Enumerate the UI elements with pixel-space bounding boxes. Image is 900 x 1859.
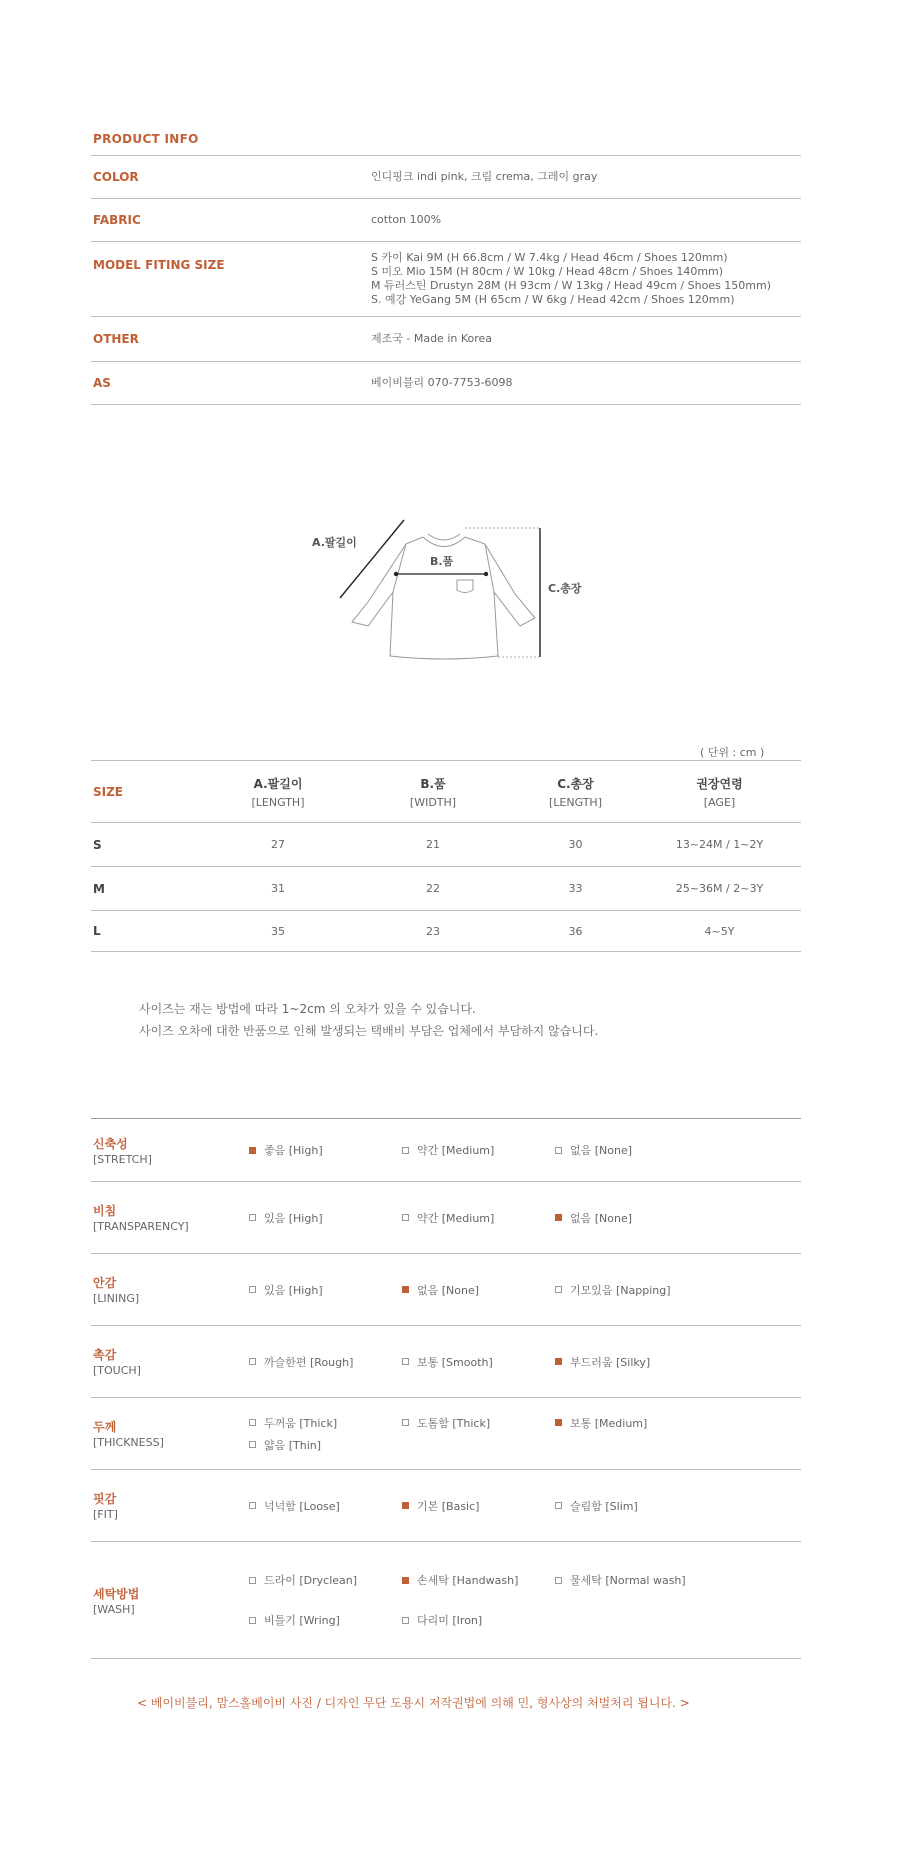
info-row-fabric (91, 199, 801, 242)
option-item (249, 1139, 402, 1161)
property-name-ko: 두께 (93, 1420, 117, 1434)
property-options (249, 1542, 801, 1658)
property-name-ko: 세탁방법 (93, 1586, 140, 1601)
info-key: COLOR (93, 170, 139, 184)
option-item (249, 1279, 402, 1301)
option-item (249, 1412, 402, 1434)
unchecked-square-icon (249, 1358, 256, 1365)
property-name-ko: 비침 (93, 1204, 117, 1218)
info-key: AS (93, 376, 111, 390)
property-row (91, 1470, 801, 1542)
option-item (249, 1434, 402, 1456)
info-value: 제조국 - Made in Korea (371, 332, 493, 345)
info-value: S 카이 Kai 9M (H 66.8cm / W 7.4kg / Head 46cm / Shoes 120mm) S 미오 Mio 15M (H 80cm / W 10kg / Head 48cm / Shoes 140mm) M 듀러스틴 Drustyn 28M (H 93cm / W 13kg / Head 49cm / Shoes 150mm) S. 예강 YeGang 5M (H 65cm / W 6kg / Head 42cm / Shoes 120mm) (371, 251, 772, 306)
property-name-en: [STRETCH] (93, 1152, 152, 1166)
option-item (555, 1207, 708, 1229)
garment-measure-diagram (310, 510, 600, 670)
option-item (402, 1139, 555, 1161)
option-label: 있음 [High] (264, 1283, 323, 1297)
info-value: cotton 100% (371, 213, 442, 226)
option-item (555, 1351, 708, 1373)
size-notes (139, 998, 598, 1042)
unchecked-square-icon (555, 1577, 562, 1584)
unchecked-square-icon (402, 1147, 409, 1154)
property-options (249, 1326, 801, 1397)
table-row: S 27 21 30 13~24M / 1~2Y (91, 823, 801, 867)
unchecked-square-icon (555, 1147, 562, 1154)
option-label: 기본 [Basic] (417, 1499, 480, 1513)
unchecked-square-icon (555, 1502, 562, 1509)
property-name-en: [THICKNESS] (93, 1436, 164, 1449)
unchecked-square-icon (402, 1358, 409, 1365)
property-name-en: [FIT] (93, 1508, 118, 1521)
property-name-en: [LINING] (93, 1292, 140, 1305)
unchecked-square-icon (249, 1577, 256, 1584)
property-row (91, 1254, 801, 1326)
info-key: MODEL FITING SIZE (93, 258, 225, 272)
info-value: 인디핑크 indi pink, 크림 crema, 그레이 gray (371, 170, 598, 183)
property-options (249, 1182, 801, 1253)
diagram-label-c: C.총장 (548, 582, 582, 595)
unchecked-square-icon (249, 1286, 256, 1293)
option-label: 없음 [None] (417, 1283, 480, 1297)
unchecked-square-icon (249, 1502, 256, 1509)
option-item (249, 1569, 402, 1591)
info-row-other (91, 317, 801, 362)
option-label: 약간 [Medium] (417, 1144, 495, 1157)
info-value: 베이비블리 070-7753-6098 (371, 376, 513, 389)
product-info-title: PRODUCT INFO (91, 124, 801, 156)
property-name-en: [TOUCH] (93, 1364, 141, 1377)
col-header-sub: [AGE] (703, 795, 736, 809)
option-item (555, 1569, 708, 1591)
property-name-ko: 신축성 (93, 1136, 128, 1151)
option-label: 있음 [High] (264, 1211, 323, 1225)
property-options (249, 1254, 801, 1325)
option-label: 도톰함 [Thick] (417, 1416, 491, 1430)
option-item (555, 1139, 708, 1161)
info-row-model-size (91, 242, 801, 317)
property-row (91, 1398, 801, 1470)
option-label: 보통 [Medium] (570, 1416, 648, 1430)
option-label: 드라이 [Dryclean] (264, 1574, 358, 1587)
checked-square-icon (555, 1214, 562, 1221)
unchecked-square-icon (249, 1214, 256, 1221)
product-info-section (91, 124, 801, 405)
table-row: M 31 22 33 25~36M / 2~3Y (91, 867, 801, 911)
checked-square-icon (249, 1147, 256, 1154)
col-header-name: C.총장 (557, 776, 594, 791)
size-col-header: SIZE (93, 784, 124, 799)
info-key: OTHER (93, 332, 139, 346)
property-row (91, 1326, 801, 1398)
option-label: 좋음 [High] (264, 1144, 323, 1157)
fabric-properties (91, 1118, 801, 1659)
option-item (249, 1351, 402, 1373)
col-header-sub: [WIDTH] (409, 795, 457, 809)
property-name-en: [TRANSPARENCY] (93, 1220, 189, 1233)
option-label: 얇음 [Thin] (264, 1438, 322, 1452)
option-label: 까슬한편 [Rough] (264, 1355, 354, 1369)
option-item (555, 1495, 708, 1517)
unchecked-square-icon (402, 1214, 409, 1221)
option-item (402, 1569, 555, 1591)
property-row (91, 1182, 801, 1254)
property-label (91, 1398, 249, 1469)
checked-square-icon (402, 1577, 409, 1584)
option-item (402, 1207, 555, 1229)
copyright-notice: < 베이비블리, 맘스홀베이비 사진 / 디자인 무단 도용시 저작권법에 의해 민, 형사상의 처벌처리 됩니다. > (137, 1696, 690, 1710)
col-header-sub: [LENGTH] (251, 795, 305, 809)
unchecked-square-icon (402, 1419, 409, 1426)
option-item (555, 1412, 708, 1434)
checked-square-icon (402, 1502, 409, 1509)
checked-square-icon (555, 1419, 562, 1426)
option-item (402, 1609, 555, 1631)
property-options (249, 1398, 801, 1469)
property-options (249, 1470, 801, 1541)
option-label: 슬림함 [Slim] (570, 1499, 638, 1513)
option-item (402, 1412, 555, 1434)
unchecked-square-icon (249, 1441, 256, 1448)
col-header-name: A.팔길이 (253, 776, 303, 791)
option-label: 두꺼움 [Thick] (264, 1416, 338, 1430)
option-item (249, 1609, 402, 1631)
col-header-sub: [LENGTH] (548, 795, 602, 809)
col-header-name: B.품 (420, 776, 446, 791)
diagram-label-b: B.품 (430, 555, 454, 568)
property-label (91, 1542, 249, 1658)
option-label: 없음 [None] (570, 1211, 633, 1225)
property-name-ko: 핏감 (93, 1492, 117, 1506)
property-name-ko: 안감 (93, 1276, 117, 1290)
option-item (402, 1495, 555, 1517)
diagram-label-a: A.팔길이 (312, 536, 357, 549)
option-label: 기모있음 [Napping] (570, 1283, 671, 1297)
col-header-name: 권장연령 (696, 776, 743, 791)
property-row (91, 1119, 801, 1182)
option-label: 부드러움 [Silky] (570, 1355, 651, 1369)
property-options (249, 1119, 801, 1181)
option-label: 손세탁 [Handwash] (417, 1574, 519, 1587)
option-item (249, 1495, 402, 1517)
unchecked-square-icon (555, 1286, 562, 1293)
option-label: 비틀기 [Wring] (264, 1614, 340, 1627)
property-label (91, 1254, 249, 1325)
option-label: 없음 [None] (570, 1144, 633, 1157)
size-table (91, 760, 801, 952)
checked-square-icon (402, 1286, 409, 1293)
property-name-en: [WASH] (93, 1602, 135, 1616)
option-item (402, 1279, 555, 1301)
option-label: 다리미 [Iron] (417, 1614, 483, 1627)
property-label (91, 1470, 249, 1541)
note-line: 사이즈 오차에 대한 반품으로 인해 발생되는 택배비 부담은 업체에서 부담하지 않습니다. (139, 1024, 599, 1038)
info-row-color (91, 156, 801, 199)
option-label: 약간 [Medium] (417, 1211, 495, 1225)
note-line: 사이즈는 재는 방법에 따라 1~2cm 의 오차가 있을 수 있습니다. (139, 1002, 476, 1016)
unchecked-square-icon (249, 1419, 256, 1426)
option-label: 넉넉함 [Loose] (264, 1499, 340, 1513)
option-item (555, 1279, 708, 1301)
option-label: 보통 [Smooth] (417, 1355, 493, 1369)
property-row (91, 1542, 801, 1659)
property-name-ko: 촉감 (93, 1348, 117, 1362)
unit-label: ( 단위 : cm ) (700, 746, 765, 759)
option-item (249, 1207, 402, 1229)
checked-square-icon (555, 1358, 562, 1365)
property-label (91, 1119, 249, 1181)
info-key: FABRIC (93, 213, 141, 227)
table-row: L 35 23 36 4~5Y (91, 911, 801, 952)
property-label (91, 1182, 249, 1253)
info-row-as (91, 362, 801, 405)
unchecked-square-icon (402, 1617, 409, 1624)
option-label: 물세탁 [Normal wash] (570, 1574, 686, 1587)
property-label (91, 1326, 249, 1397)
unchecked-square-icon (249, 1617, 256, 1624)
option-item (402, 1351, 555, 1373)
size-table-header (91, 761, 801, 823)
